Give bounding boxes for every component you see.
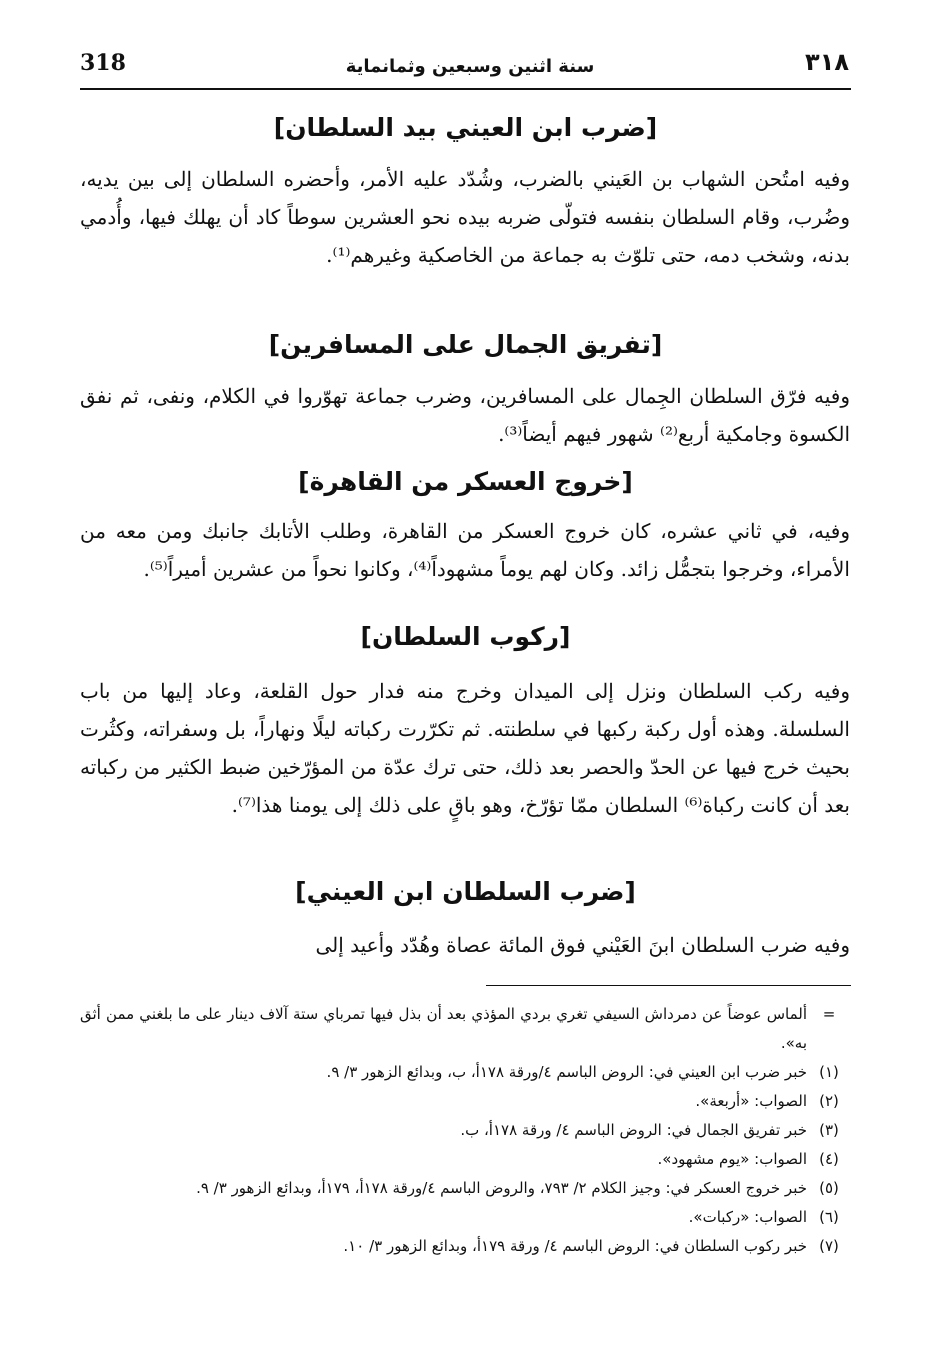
paragraph-text: وفيه ركب السلطان ونزل إلى الميدان وخرج منه فدار حول القلعة، وعاد إليها من باب السلسلة. وهذه أول ركبة ركبها في سلطنته. ثم تكرّرت ركباته ليلًا ونهاراً، بل وسفراته، وكثُرت بحيث خرج فيها عن الحدّ والحصر بعد ذلك، حتى ترك عدّة من المؤرّخين ضبط الكثير من ركباته بعد أن كانت ركباة⁽⁶⁾ السلطان ممّا تؤرّخ، وهو باقٍ على ذلك إلى يومنا هذا⁽⁷⁾.	[80, 679, 850, 817]
footnote-rule	[486, 985, 851, 986]
footnote-text: خبر ضرب ابن العيني في: الروض الباسم ٤/ورقة ١٧٨أ، ب، وبدائع الزهور ٣/ ٩.	[326, 1063, 807, 1081]
footnote-mark: (٥)	[819, 1179, 839, 1197]
page-number-western: 318	[80, 50, 126, 76]
footnote-item	[80, 1000, 851, 1058]
footnote-text: الصواب: «أربعة».	[695, 1092, 807, 1110]
footnote-mark: (٢)	[819, 1092, 839, 1110]
footnote-item	[80, 1232, 851, 1261]
footnote-item	[80, 1087, 851, 1116]
footnote-item	[80, 1145, 851, 1174]
footnote-text: خبر ركوب السلطان في: الروض الباسم ٤/ ورقة ١٧٩أ، وبدائع الزهور ٣/ ١٠.	[343, 1237, 807, 1255]
paragraph-text: وفيه ضرب السلطان ابنَ العَيْني فوق المائة عصاة وهُدّد وأعيد إلى	[315, 933, 850, 957]
section-body-1	[80, 160, 850, 274]
running-title: سنة اثنين وسبعين وثمانماية	[345, 56, 595, 77]
section-title-1: [ضرب ابن العيني بيد السلطان]	[273, 113, 658, 142]
footnote-mark: (٣)	[819, 1121, 839, 1139]
footnote-text: الصواب: «ركبات».	[688, 1208, 807, 1226]
header-rule	[80, 88, 851, 90]
section-title-5: [ضرب السلطان ابن العيني]	[295, 877, 636, 906]
paragraph-text: وفيه، في ثاني عشره، كان خروج العسكر من القاهرة، وطلب الأتابك جانبك ومن معه من الأمراء، وخرجوا بتجمُّل زائد. وكان لهم يوماً مشهوداً⁽⁴⁾، وكانوا نحواً من عشرين أميراً⁽⁵⁾.	[80, 519, 850, 581]
paragraph-text: وفيه امتُحن الشهاب بن العَيني بالضرب، وشُدّد عليه الأمر، وأحضره السلطان إلى بين يديه، وضُرب، وقام السلطان بنفسه فتولّى ضربه بيده نحو العشرين سوطاً كاد أن يهلك فيها، وأُدمي بدنه، وشخب دمه، حتى تلوّث به جماعة من الخاصكية وغيرهم⁽¹⁾.	[80, 167, 850, 267]
section-title-2: [تفريق الجمال على المسافرين]	[268, 330, 663, 359]
paragraph-text: وفيه فرّق السلطان الجِمال على المسافرين، وضرب جماعة تهوّروا في الكلام، ونفى، ثم نفق الكسوة وجامكية أربع⁽²⁾ شهور فيهم أيضاً⁽³⁾.	[80, 384, 850, 446]
page-number-arabic: ٣١٨	[805, 48, 849, 76]
footnote-text: ألماس عوضاً عن دمرداش السيفي تغري بردي المؤذي بعد أن بذل فيها تمرباي ستة آلاف دينار على ما بلغني ممن أثق به».	[80, 1005, 807, 1052]
section-body-2	[80, 377, 850, 453]
footnote-mark: (١)	[819, 1063, 839, 1081]
footnote-item	[80, 1058, 851, 1087]
footnote-mark: (٤)	[819, 1150, 839, 1168]
section-body-3	[80, 512, 850, 588]
footnote-item	[80, 1203, 851, 1232]
footnote-text: الصواب: «يوم مشهود».	[657, 1150, 807, 1168]
footnote-mark: (٧)	[819, 1237, 839, 1255]
footnotes	[80, 1000, 851, 1261]
footnote-item	[80, 1174, 851, 1203]
section-body-5	[80, 926, 850, 964]
section-body-4	[80, 672, 850, 824]
footnote-text: خبر تفريق الجمال في: الروض الباسم ٤/ ورقة ١٧٨أ، ب.	[460, 1121, 807, 1139]
section-title-4: [ركوب السلطان]	[360, 622, 571, 651]
footnote-text: خبر خروج العسكر في: وجيز الكلام ٢/ ٧٩٣، والروض الباسم ٤/ورقة ١٧٨أ، ١٧٩أ، وبدائع الزهور ٣/ ٩.	[196, 1179, 807, 1197]
footnote-item	[80, 1116, 851, 1145]
section-title-3: [خروج العسكر من القاهرة]	[298, 467, 633, 496]
footnote-mark: =	[822, 1005, 836, 1023]
footnote-mark: (٦)	[819, 1208, 839, 1226]
